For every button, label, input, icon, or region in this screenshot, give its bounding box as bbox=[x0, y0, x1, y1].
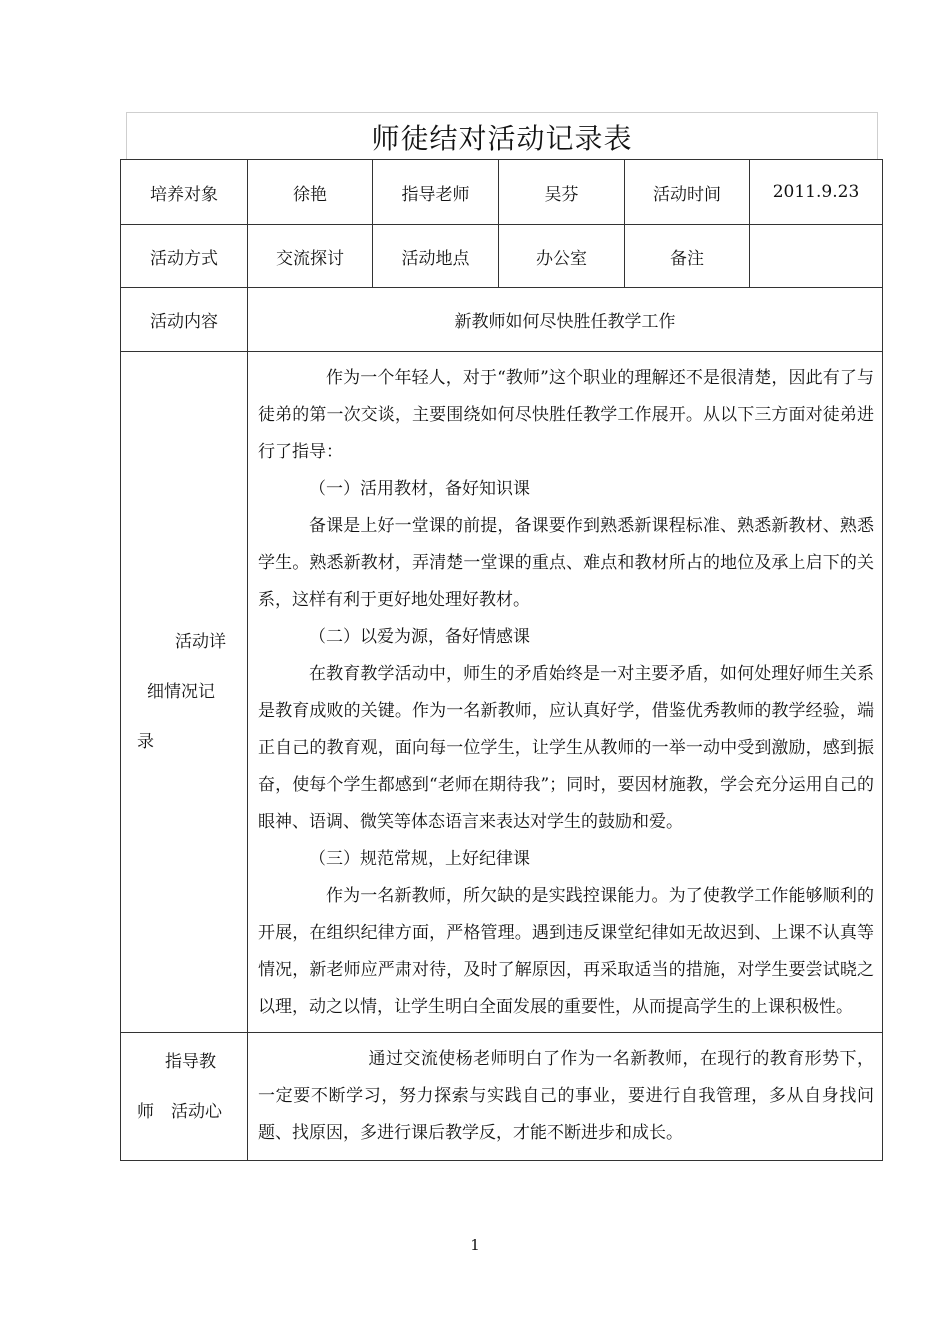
label-content: 活动内容 bbox=[121, 288, 248, 352]
details-heading-2: （二）以爱为源，备好情感课 bbox=[309, 627, 530, 647]
table-row bbox=[121, 225, 883, 288]
label-guidance bbox=[121, 1033, 248, 1161]
details-paragraph-3: 作为一名新教师，所欠缺的是实践控课能力。为了使教学工作能够顺利的开展，在组织纪律方面，严格管理。遇到违反课堂纪律如无故迟到、上课不认真等情况，新老师应严肃对待，及时了解原因，再采取适当的措施，对学生要尝试晓之以理，动之以情，让学生明白全面发展的重要性，从而提高学生的上课积极性。 bbox=[258, 886, 874, 1017]
value-note bbox=[750, 225, 883, 288]
table-row bbox=[121, 1033, 883, 1161]
page-title: 师徒结对活动记录表 bbox=[371, 122, 633, 155]
label-details bbox=[121, 352, 248, 1033]
label-method: 活动方式 bbox=[121, 225, 248, 288]
details-paragraph-1: 备课是上好一堂课的前提，备课要作到熟悉新课程标准、熟悉新教材、熟悉学生。熟悉新教材，弄清楚一堂课的重点、难点和教材所占的地位及承上启下的关系，这样有利于更好地处理好教材。 bbox=[258, 516, 874, 610]
value-time: 2011.9.23 bbox=[750, 160, 883, 225]
label-place: 活动地点 bbox=[373, 225, 499, 288]
label-note: 备注 bbox=[625, 225, 750, 288]
guidance-label-line1: 指导教 bbox=[165, 1052, 216, 1072]
label-mentor: 指导老师 bbox=[373, 160, 499, 225]
table-row bbox=[121, 352, 883, 1033]
details-label-line1: 活动详 bbox=[175, 632, 226, 652]
details-heading-3: （三）规范常规，上好纪律课 bbox=[309, 849, 530, 869]
guidance-body bbox=[248, 1033, 883, 1161]
label-time: 活动时间 bbox=[625, 160, 750, 225]
details-paragraph-2: 在教育教学活动中，师生的矛盾始终是一对主要矛盾，如何处理好师生关系是教育成败的关键。作为一名新教师，应认真好学，借鉴优秀教师的教学经验，端正自己的教育观，面向每一位学生，让学生从教师的一举一动中受到激励，感到振奋，使每个学生都感到“老师在期待我”；同时，要因材施教，学会充分运用自己的眼神、语调、微笑等体态语言来表达对学生的鼓励和爱。 bbox=[258, 664, 874, 832]
guidance-text: 通过交流使杨老师明白了作为一名新教师，在现行的教育形势下，一定要不断学习，努力探索与实践自己的事业，要进行自我管理，多从自身找问题、找原因，多进行课后教学反，才能不断进步和成长。 bbox=[258, 1049, 874, 1143]
details-heading-1: （一）活用教材，备好知识课 bbox=[309, 479, 530, 499]
value-method: 交流探讨 bbox=[248, 225, 373, 288]
details-body bbox=[248, 352, 883, 1033]
details-label-line2: 细情况记 bbox=[147, 682, 215, 702]
label-trainee: 培养对象 bbox=[121, 160, 248, 225]
details-intro: 作为一个年轻人，对于“教师”这个职业的理解还不是很清楚，因此有了与徒弟的第一次交谈，主要围绕如何尽快胜任教学工作展开。从以下三方面对徒弟进行了指导： bbox=[258, 368, 874, 462]
value-mentor: 吴芬 bbox=[499, 160, 625, 225]
value-trainee: 徐艳 bbox=[248, 160, 373, 225]
value-place: 办公室 bbox=[499, 225, 625, 288]
title-box bbox=[126, 112, 878, 159]
table-row bbox=[121, 160, 883, 225]
page-number: 1 bbox=[470, 1236, 480, 1254]
record-table bbox=[120, 159, 883, 1161]
table-row bbox=[121, 288, 883, 352]
details-label-line3: 录 bbox=[137, 732, 154, 752]
guidance-label-line2: 师 活动心 bbox=[137, 1102, 222, 1122]
value-content: 新教师如何尽快胜任教学工作 bbox=[248, 288, 883, 352]
